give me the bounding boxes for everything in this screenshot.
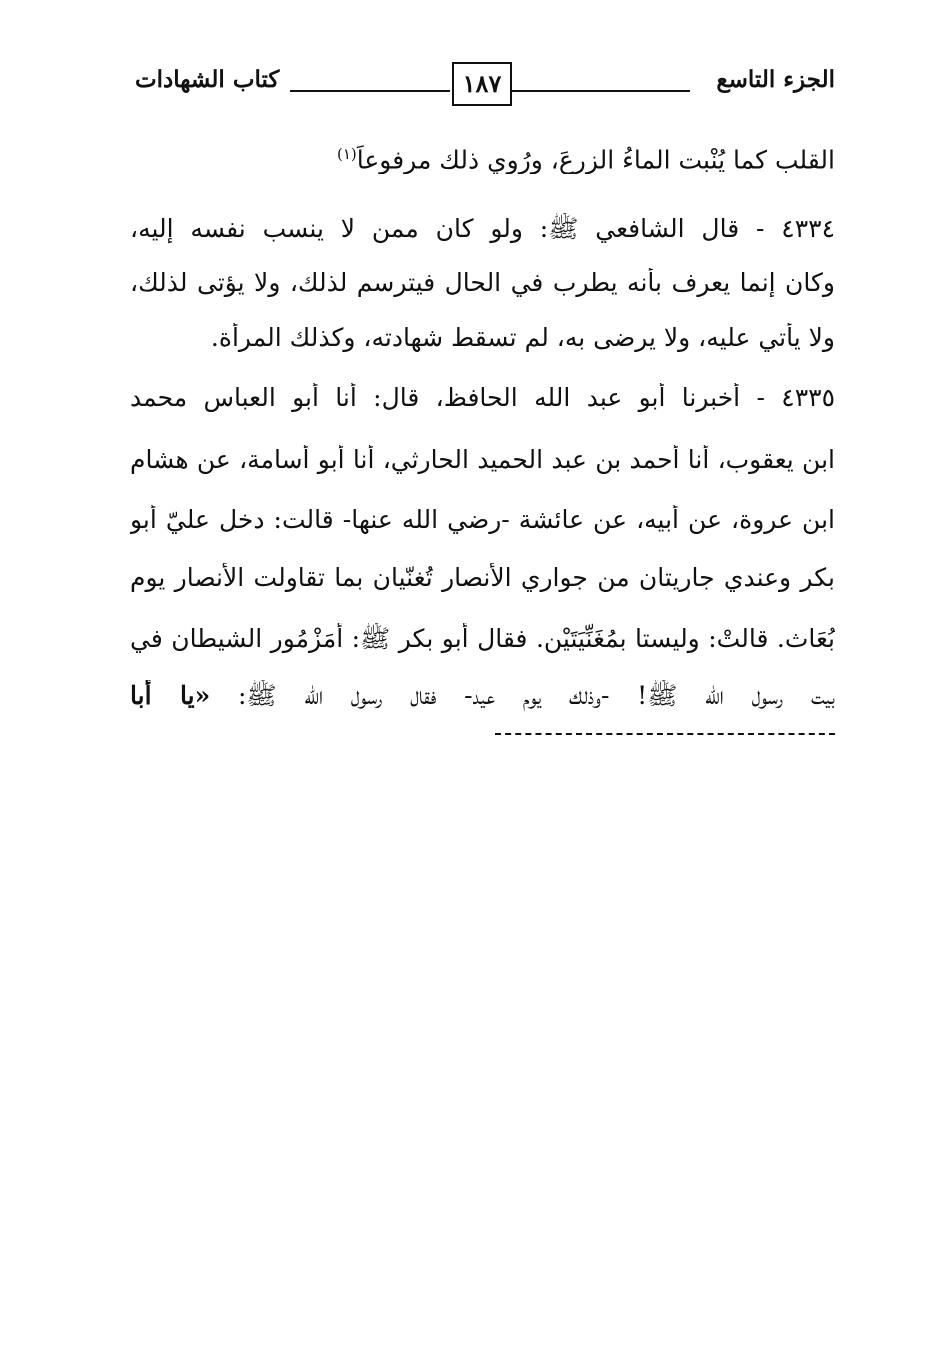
text-line: القلب كما يُنْبت الماءُ الزرعَ، ورُوي ذلك مرفوعاً$^{(١)}$ — [336, 145, 835, 175]
text-line: بيت رسول الله ﷺ! -وذلك يوم عيد- فقال رسول الله ﷺ: «يا أبا — [130, 681, 835, 710]
header-volume: الجزء التاسع — [716, 66, 835, 93]
text-line: بُعَاث. قالتْ: وليستا بمُغَنِّيَتَيْن. فقال أبو بكر ﷺ: أَمَزْمُور الشيطان في — [130, 624, 835, 653]
footnote-separator — [495, 733, 835, 735]
text-line: ولا يأتي عليه، ولا يرضى به، لم تسقط شهادته، وكذلك المرأة. — [210, 323, 835, 352]
text-line: ٤٣٣٤ - قال الشافعي ﷺ: ولو كان ممن لا ينسب نفسه إليه، — [130, 214, 835, 243]
text-line: ٤٣٣٥ - أخبرنا أبو عبد الله الحافظ، قال: أنا أبو العباس محمد — [130, 383, 835, 412]
footnote-marker: (١) — [336, 145, 357, 163]
header-rule-right — [510, 90, 690, 92]
text-line: وكان إنما يعرف بأنه يطرب في الحال فيترسم لذلك، ولا يؤتى لذلك، — [130, 268, 835, 297]
page-number: ١٨٧ — [452, 62, 512, 106]
header-book-title: كتاب الشهادات — [135, 66, 280, 93]
text-line: ابن عروة، عن أبيه، عن عائشة -رضي الله عنها- قالت: دخل عليّ أبو — [130, 505, 835, 534]
header-rule-left — [290, 90, 450, 92]
quote-bold: «يا أبا — [130, 681, 211, 710]
text-line: ابن يعقوب، أنا أحمد بن عبد الحميد الحارثي، أنا أبو أسامة، عن هشام — [130, 445, 835, 474]
text-line: بكر وعندي جاريتان من جواري الأنصار تُغنّيان بما تقاولت الأنصار يوم — [130, 563, 835, 592]
